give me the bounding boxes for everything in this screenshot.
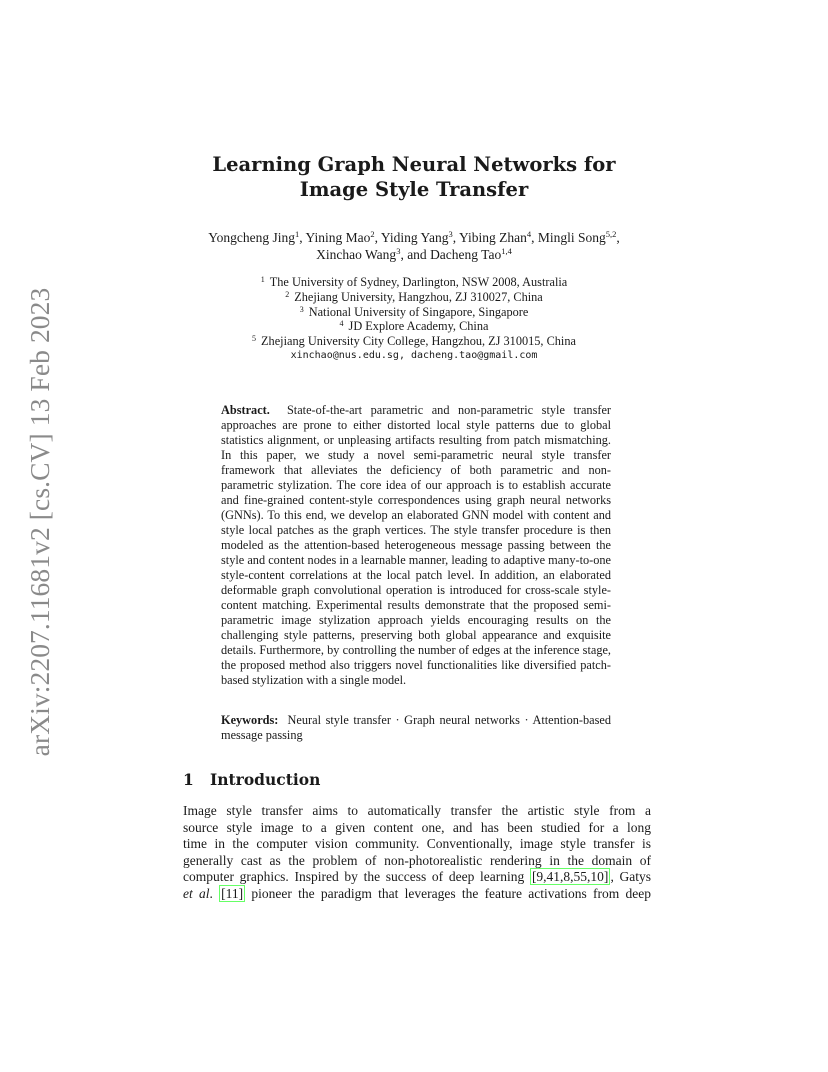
title-line-2: Image Style Transfer bbox=[299, 178, 529, 201]
affiliation-list bbox=[0, 275, 828, 349]
citation-link[interactable]: [11] bbox=[221, 885, 244, 901]
arxiv-identifier: arXiv:2207.11681v2 [cs.CV] 13 Feb 2023 bbox=[24, 287, 55, 757]
affiliation-number: 3 bbox=[299, 304, 304, 314]
affiliation-text: JD Explore Academy, China bbox=[348, 319, 489, 334]
intro-text: computer graphics. Inspired by the success of deep learning bbox=[183, 869, 530, 885]
author-separator: , bbox=[616, 230, 620, 245]
affiliation-text: The University of Sydney, Darlington, NSW 2008, Australia bbox=[269, 275, 568, 289]
author-affiliation-mark: 1,4 bbox=[501, 246, 512, 256]
abstract-text: State-of-the-art parametric and non-parametric style transfer approaches are prone to either distorted local style patterns due to global statistics alignment, or unpleasing artifacts resulting from patch mismatching. In this paper, we study a novel semi-parametric neural style transfer framework that alleviates the deficiency of both parametric and non-parametric stylization. The core idea of our approach is to establish accurate and fine-grained content-style correspondences using graph neural networks (GNNs). To this end, we develop an elaborated GNN model with content and style local patches as the graph vertices. The style transfer procedure is then modeled as the attention-based heterogeneous message passing between the style and content nodes in a learnable manner, leading to adaptive many-to-one style-content correlations at the local patch level. In addition, an elaborated deformable graph convolutional operation is introduced for cross-scale style-content matching. Experimental results demonstrate that the proposed semi-parametric image stylization approach yields encouraging results on the challenging style patterns, preserving both global appearance and exquisite details. Furthermore, by controlling the number of edges at the inference stage, the proposed method also triggers novel functionalities like diversified patch-based stylization with a single model. bbox=[221, 403, 612, 687]
introduction-body bbox=[183, 803, 651, 903]
abstract bbox=[221, 403, 611, 688]
affiliation-item bbox=[0, 319, 828, 334]
abstract-label: Abstract. bbox=[221, 403, 270, 417]
author-separator: , bbox=[374, 230, 381, 245]
author-separator: , bbox=[452, 230, 459, 245]
author-affiliation-mark: 1 bbox=[295, 229, 300, 239]
intro-text-italic: et al bbox=[183, 885, 210, 901]
affiliation-number: 1 bbox=[260, 275, 265, 284]
intro-text: . bbox=[209, 885, 220, 901]
contact-emails: xinchao@nus.edu.sg, dacheng.tao@gmail.com bbox=[290, 349, 538, 361]
keywords bbox=[221, 713, 611, 743]
author-separator: , and bbox=[400, 247, 431, 262]
keywords-label: Keywords: bbox=[221, 713, 279, 727]
paper-title bbox=[0, 152, 828, 202]
intro-line: time in the computer vision community. Conventionally, image style transfer is bbox=[183, 836, 651, 852]
author-name: Xinchao Wang bbox=[316, 247, 397, 262]
affiliation-item bbox=[0, 305, 828, 320]
citation-link[interactable]: [9,41,8,55,10] bbox=[531, 869, 609, 885]
affiliation-number: 5 bbox=[252, 334, 257, 344]
authors-line-1 bbox=[0, 229, 828, 246]
author-name: Yiding Yang bbox=[380, 230, 449, 245]
affiliation-number: 2 bbox=[285, 289, 290, 299]
author-separator: , bbox=[299, 230, 306, 245]
affiliation-item bbox=[0, 334, 828, 349]
intro-text: pioneer the paradigm that leverages the feature activations from deep bbox=[245, 885, 652, 901]
keywords-text: Neural style transfer · Graph neural networks · Attention-based message passing bbox=[221, 713, 611, 742]
intro-line bbox=[183, 869, 651, 886]
section-heading bbox=[183, 770, 320, 789]
author-separator: , bbox=[531, 230, 538, 245]
author-name: Yongcheng Jing bbox=[208, 230, 296, 245]
section-title: Introduction bbox=[210, 770, 321, 789]
affiliations bbox=[0, 275, 828, 364]
section-number: 1 bbox=[183, 770, 194, 789]
affiliation-text: Zhejiang University City College, Hangzhou, ZJ 310015, China bbox=[261, 334, 576, 349]
author-name: Mingli Song bbox=[537, 230, 606, 245]
intro-line: Image style transfer aims to automatically transfer the artistic style from a bbox=[183, 803, 651, 818]
intro-line: source style image to a given content one, and has been studied for a long bbox=[183, 819, 651, 835]
author-list bbox=[0, 229, 828, 263]
affiliation-item bbox=[0, 290, 828, 305]
title-line-1: Learning Graph Neural Networks for bbox=[212, 153, 616, 176]
affiliation-number: 4 bbox=[339, 319, 344, 329]
author-affiliation-mark: 4 bbox=[526, 229, 532, 239]
author-affiliation-mark: 3 bbox=[448, 229, 453, 239]
affiliation-text: Zhejiang University, Hangzhou, ZJ 310027, China bbox=[294, 289, 543, 304]
author-affiliation-mark: 3 bbox=[396, 246, 401, 256]
author-name: Dacheng Tao bbox=[430, 247, 502, 262]
author-affiliation-mark: 5,2 bbox=[605, 229, 617, 239]
authors-line-2 bbox=[0, 246, 828, 263]
author-name: Yibing Zhan bbox=[458, 230, 527, 245]
intro-line bbox=[183, 886, 651, 903]
intro-line: generally cast as the problem of non-photorealistic rendering in the domain of bbox=[183, 852, 651, 868]
affiliation-item bbox=[0, 275, 828, 290]
author-name: Yining Mao bbox=[305, 230, 371, 245]
affiliation-text: National University of Singapore, Singapore bbox=[308, 304, 529, 319]
author-affiliation-mark: 2 bbox=[370, 229, 375, 239]
intro-text: , Gatys bbox=[610, 869, 651, 885]
